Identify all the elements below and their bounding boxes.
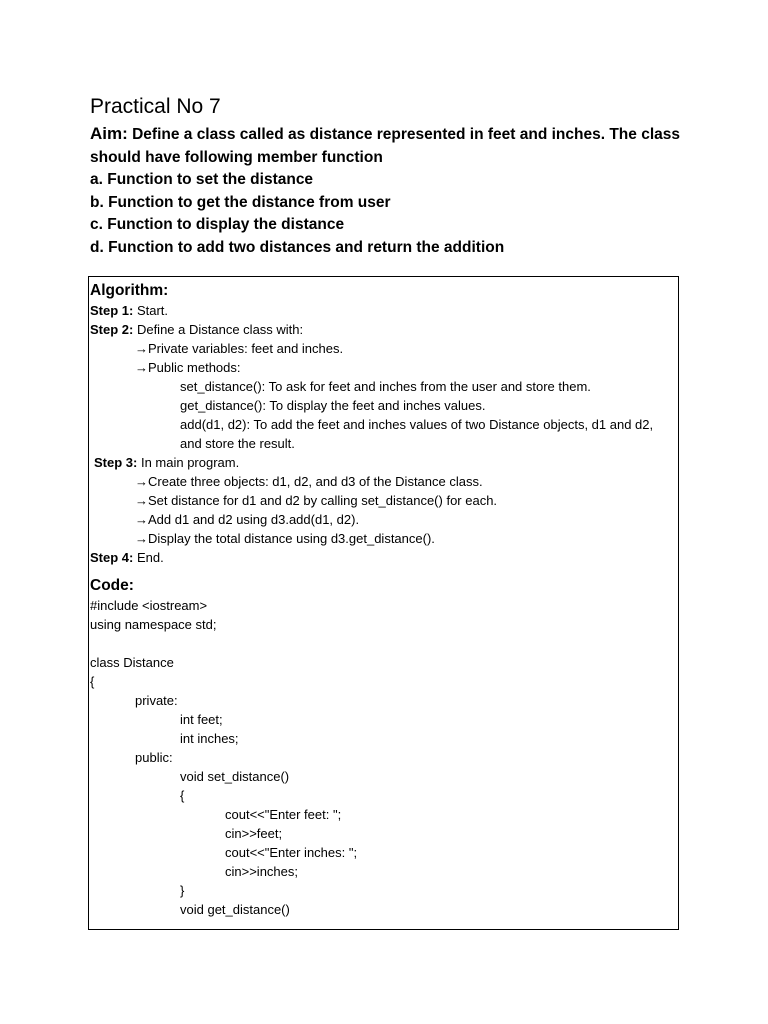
code-line: } bbox=[180, 883, 185, 898]
code-line: cin>>inches; bbox=[225, 864, 298, 879]
code-heading: Code: bbox=[90, 577, 134, 594]
content-box bbox=[88, 276, 679, 930]
code-line: #include <iostream> bbox=[90, 598, 208, 613]
content-box-inner bbox=[90, 281, 674, 919]
aim-section bbox=[90, 123, 690, 259]
method-add: add(d1, d2): To add the feet and inches values of two Distance objects, d1 and d2, and store the result. bbox=[180, 417, 654, 451]
step-2-label: Step 2: bbox=[90, 322, 134, 337]
step-3 bbox=[90, 453, 674, 472]
aim-label: Aim: bbox=[90, 124, 128, 143]
code-line: public: bbox=[135, 750, 173, 765]
aim-item-a: a. Function to set the distance bbox=[90, 171, 314, 188]
step-4-text: End. bbox=[133, 550, 164, 565]
step-2 bbox=[90, 320, 674, 339]
method-get-distance: get_distance(): To display the feet and inches values. bbox=[180, 398, 486, 413]
step-3-display: →Display the total distance using d3.get_distance(). bbox=[135, 531, 435, 546]
code-line: private: bbox=[135, 693, 178, 708]
step-1-label: Step 1: bbox=[90, 303, 134, 318]
code-line: class Distance bbox=[90, 655, 174, 670]
step-2-text: Define a Distance class with: bbox=[133, 322, 304, 337]
aim-item-c: c. Function to display the distance bbox=[90, 216, 345, 233]
step-3-create-objects: →Create three objects: d1, d2, and d3 of the Distance class. bbox=[135, 474, 483, 489]
step-3-add: →Add d1 and d2 using d3.add(d1, d2). bbox=[135, 512, 360, 527]
step-3-set-distance: →Set distance for d1 and d2 by calling set_distance() for each. bbox=[135, 493, 498, 508]
code-line: int feet; bbox=[180, 712, 223, 727]
step-4-label: Step 4: bbox=[90, 550, 134, 565]
code-line: { bbox=[180, 788, 185, 803]
section-gap bbox=[90, 567, 674, 576]
code-line: void set_distance() bbox=[180, 769, 290, 784]
step-2-public-methods: →Public methods: bbox=[135, 360, 241, 375]
step-3-text: In main program. bbox=[137, 455, 240, 470]
aim-item-d: d. Function to add two distances and return the addition bbox=[90, 238, 505, 256]
step-1 bbox=[90, 301, 674, 320]
aim-line-2: should have following member function bbox=[90, 148, 383, 166]
aim-text: Define a class called as distance represented in feet and inches. The class bbox=[127, 126, 680, 143]
step-3-label: Step 3: bbox=[94, 455, 138, 470]
code-line: using namespace std; bbox=[90, 617, 217, 632]
code-line: cout<<"Enter feet: "; bbox=[225, 807, 342, 822]
code-line: { bbox=[90, 674, 95, 689]
algorithm-heading: Algorithm: bbox=[90, 282, 169, 299]
method-set-distance: set_distance(): To ask for feet and inches from the user and store them. bbox=[180, 379, 591, 394]
code-line: void get_distance() bbox=[180, 902, 290, 917]
page-title: Practical No 7 bbox=[90, 95, 221, 118]
aim-item-b: b. Function to get the distance from user bbox=[90, 193, 391, 211]
code-line: cin>>feet; bbox=[225, 826, 283, 841]
step-1-text: Start. bbox=[133, 303, 169, 318]
code-line: int inches; bbox=[180, 731, 239, 746]
step-4 bbox=[90, 548, 674, 567]
code-blank-line bbox=[90, 634, 674, 653]
aim-line-1 bbox=[90, 123, 690, 147]
code-line: cout<<"Enter inches: "; bbox=[225, 845, 358, 860]
step-2-private-vars: →Private variables: feet and inches. bbox=[135, 341, 344, 356]
